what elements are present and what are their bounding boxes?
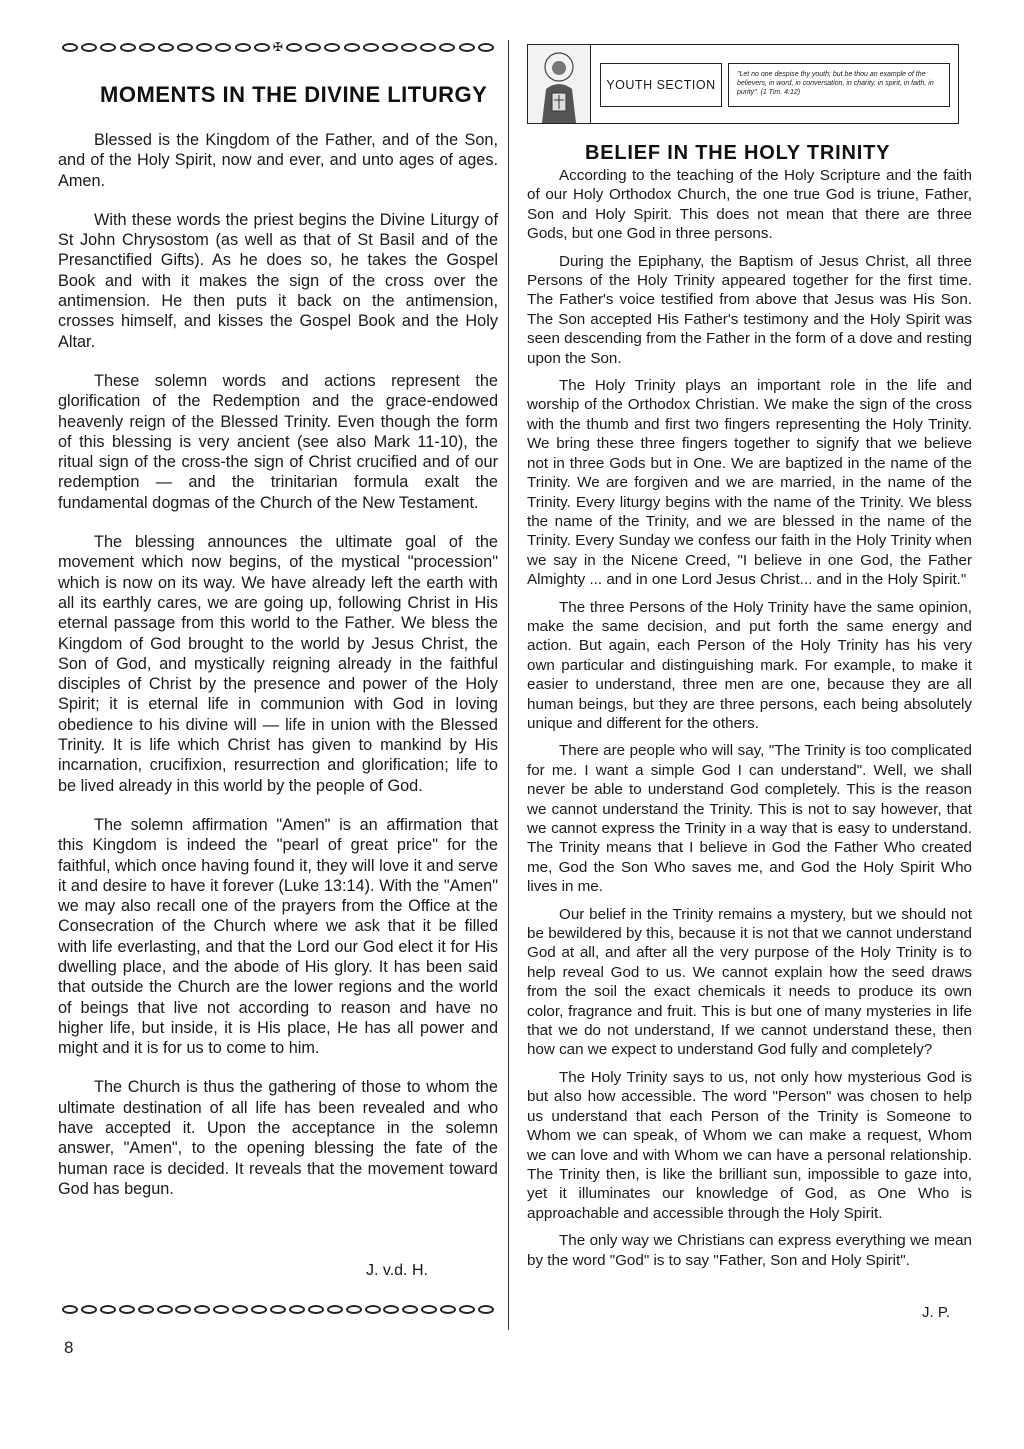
paragraph: The Holy Trinity says to us, not only how mysterious God is but also how accessible. The word "Person" was chosen to help us understand that each Person of the Trinity is Someone to Whom we can speak, of Whom we can make a request, Whom we can love and with Whom we can have a personal relationship. The Trinity then, is like the brilliant sun, impossible to gaze into, yet it illuminates our knowledge of God, as One Who is approachable and accessible through the Holy Spirit. — [527, 1068, 972, 1222]
christ-icon-image — [528, 45, 591, 123]
right-signature: J. P. — [922, 1304, 951, 1321]
scripture-quote: "Let no one despise thy youth; but be thou an example of the believers, in word, in conversation, in charity, in spirit, in faith, in purity". (1 Tim. 4:12) — [728, 63, 950, 107]
column-divider — [508, 40, 509, 1330]
paragraph: There are people who will say, "The Trinity is too complicated for me. I want a simple God I can understand". Well, we shall never be able to understand God completely. This is the reason we cannot understand the Trinity. This is not to say however, that we cannot express the Trinity in a way that is easy to understand. The Trinity means that I believe in God the Father Who created me, God the Son Who saves me, and God the Holy Spirit Who lives in me. — [527, 742, 972, 896]
paragraph: The Holy Trinity plays an important role in the life and worship of the Orthodox Christian. We make the sign of the cross with the thumb and first two fingers representing the Holy Trinity. We bring these three fingers together to signify that we believe not in three Gods but in One. We are baptized in the name of the Trinity. We are forgiven and we are married, in the name of the Trinity. Every liturgy begins with the name of the Trinity. We bless the name of the Trinity, and we are blessed in the name of the Trinity. Every Sunday we confess our faith in the Holy Trinity when we say in the Nicene Creed, "I believe in one God, the Father Almighty ... and in one Lord Jesus Christ... and in the Holy Spirit." — [527, 377, 972, 589]
paragraph: During the Epiphany, the Baptism of Jesus Christ, all three Persons of the Holy Trinity appeared together for the first time. The Father's voice testified from above that Jesus was His Son. The Son accepted His Father's testimony and the Holy Spirit was seen descending from the Father in the form of a dove and resting upon the Son. — [527, 252, 972, 367]
paragraph: The Church is thus the gathering of those to whom the ultimate destination of all life has been revealed and who have accepted it. Upon the acceptance in the solemn answer, "Amen", to the opening blessing the fate of the human race is decided. It reveals that the movement toward God has begun. — [58, 1078, 498, 1198]
right-article — [527, 166, 972, 1278]
paragraph: With these words the priest begins the Divine Liturgy of St John Chrysostom (as well as that of St Basil and of the Presanctified Gifts). As he does so, he takes the Gospel Book and with it makes the sign of the cross over the antimension. He then puts it back on the antimension, crosses himself, and kisses the Gospel Book and the Holy Altar. — [58, 210, 498, 351]
paragraph: The three Persons of the Holy Trinity have the same opinion, make the same decision, and put forth the same energy and action. But again, each Person of the Holy Trinity has his very own particular and distinguishing mark. For example, to make it easier to understand, three men are one, because they are all human beings, but they are three persons, each being absolutely unique and different for the others. — [527, 598, 972, 732]
youth-section-label: YOUTH SECTION — [600, 63, 722, 107]
paragraph: According to the teaching of the Holy Scripture and the faith of our Holy Orthodox Church, the one true God is triune, Father, Son and Holy Spirit. This does not mean that there are three Gods, but one God in three persons. — [527, 167, 972, 243]
paragraph: Our belief in the Trinity remains a mystery, but we should not be bewildered by this, because it is not that we cannot understand God at all, and after all the very purpose of the Holy Trinity is to help reveal God to us. We cannot explain how the seed draws from the soil the exact chemicals it needs to produce its own color, fragrance and fruit. This is but one of many mysteries in life that we do not understand, If we cannot understand these, then how can we expect to understand God fully and completely? — [527, 905, 972, 1059]
paragraph: The only way we Christians can express everything we mean by the word "God" is to say "Father, Son and Holy Spirit". — [527, 1232, 972, 1269]
bottom-ornament — [62, 1302, 494, 1316]
paragraph: These solemn words and actions represent the glorification of the Redemption and the grace-endowed heavenly reign of the Blessed Trinity. Even though the form of this blessing is very ancient (see also Mark 11-10), the ritual sign of the cross-the sign of Christ crucified and of our redemption — and the trinitarian formula exalt the fundamental dogmas of the Church of the New Testament. — [58, 371, 498, 512]
paragraph: Blessed is the Kingdom of the Father, and of the Son, and of the Holy Spirit, now and ever, and unto ages of ages. Amen. — [58, 131, 498, 190]
paragraph: The blessing announces the ultimate goal of the movement which now begins, of the mystical "procession" which is now on its way. We have already left the earth with all its earthly cares, we are going up, following Christ in His eternal passage from this world to the Father. We bless the Kingdom of God brought to the world by Jesus Christ, the Son of God, and mystically reigning already in the faithful disciples of Christ by the presence and power of the Holy Spirit; it is eternal life in communion with God in loving obedience to his divine will — life in union with the Blessed Trinity. It is life which Christ has given to mankind by His incarnation, crucifixion, resurrection and glorification; life to be lived already in this world by the people of God. — [58, 533, 498, 795]
left-title: MOMENTS IN THE DIVINE LITURGY — [100, 82, 488, 107]
paragraph: The solemn affirmation "Amen" is an affirmation that this Kingdom is indeed the "pearl of great price" for the faithful, which once having found it, they will love it and serve it and desire to have it forever (Luke 13:14). With the "Amen" we may also recall one of the prayers from the Office at the Consecration of the Church where we ask that it be filled with life everlasting, and that the Lord our God elect it for His dwelling place, and the abode of His glory. It has been said that outside the Church are the lower regions and the world of beings that live not according to reason and have no higher life, but inside, it is His place, He has all power and might and it is for us to come to him. — [58, 815, 498, 1058]
top-ornament: ✠ — [62, 40, 494, 54]
left-article — [58, 130, 498, 1218]
right-title: BELIEF IN THE HOLY TRINITY — [585, 142, 891, 164]
left-signature: J. v.d. H. — [366, 1262, 428, 1279]
page-number: 8 — [64, 1338, 74, 1357]
